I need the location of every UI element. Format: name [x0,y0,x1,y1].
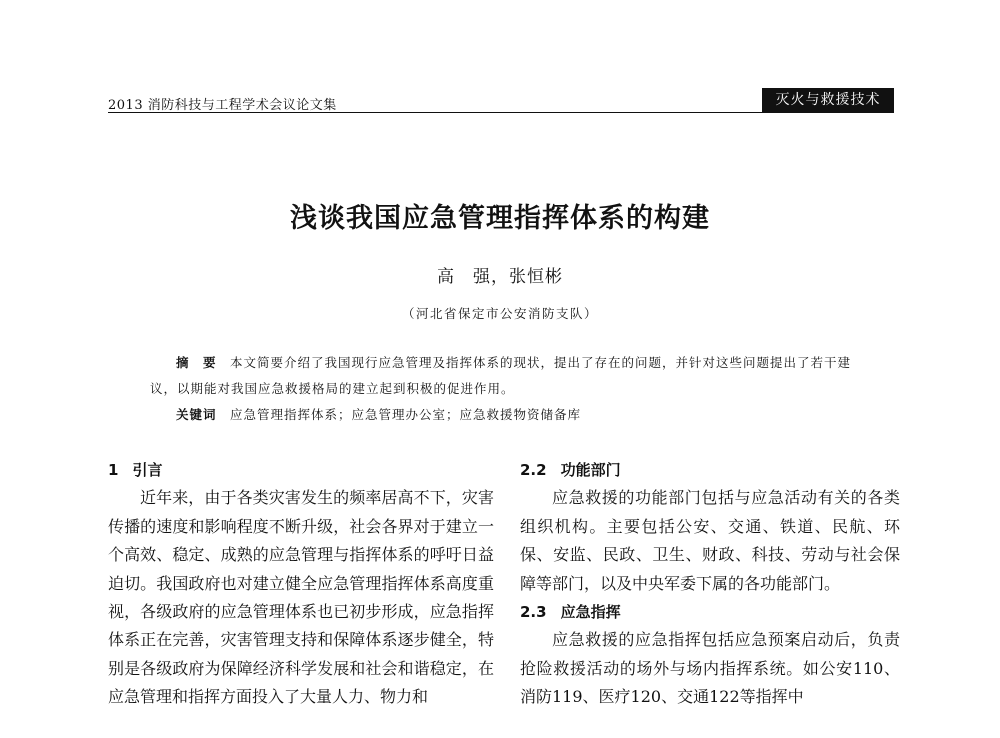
journal-header: 2013 消防科技与工程学术会议论文集 [108,98,337,113]
abstract-text: 本文简要介绍了我国现行应急管理及指挥体系的现状，提出了存在的问题，并针对这些问题提出了若干建议，以期能对我国应急救援格局的建立起到积极的促进作用。 [150,355,852,396]
command-paragraph: 应急救援的应急指挥包括应急预案启动后，负责抢险救援活动的场外与场内指挥系统。如公安110、消防119、医疗120、交通122等指挥中 [520,630,900,707]
keywords-text: 应急管理指挥体系；应急管理办公室；应急救援物资储备库 [230,407,582,422]
affiliation: （河北省保定市公安消防支队） [401,306,598,321]
right-column [520,456,900,712]
keywords-label: 关键词 [176,407,217,422]
paper-title: 浅谈我国应急管理指挥体系的构建 [290,203,710,234]
section-heading-command [520,598,900,626]
left-column [108,456,494,712]
abstract-label: 摘 要 [176,355,217,370]
abstract-block [150,350,860,428]
section-title: 应急指挥 [560,603,621,622]
abstract-paragraph [150,350,860,402]
intro-paragraph: 近年来，由于各类灾害发生的频率居高不下，灾害传播的速度和影响程度不断升级，社会各界对于建立一个高效、稳定、成熟的应急管理与指挥体系的呼吁日益迫切。我国政府也对建立健全应急管理指挥体系高度重视，各级政府的应急管理体系也已初步形成，应急指挥体系正在完善，灾害管理支持和保障体系逐步健全，特别是各级政府为保障经济科学发展和社会和谐稳定，在应急管理和指挥方面投入了大量人力、物力和 [108,488,494,707]
section-number: 2.3 [520,603,547,622]
functional-paragraph: 应急救援的功能部门包括与应急活动有关的各类组织机构。主要包括公安、交通、铁道、民航、环保、安监、民政、卫生、财政、科技、劳动与社会保障等部门，以及中央军委下属的各功能部门。 [520,488,900,593]
authors: 高 强，张恒彬 [437,267,563,287]
section-number: 2.2 [520,461,547,479]
section-number: 1 [108,461,119,479]
section-heading-intro [108,456,494,484]
section-tag: 灭火与救援技术 [762,88,894,112]
keywords-line [150,402,860,428]
header-rule [108,112,894,113]
section-title: 引言 [132,461,163,479]
section-heading-functional [520,456,900,484]
section-title: 功能部门 [560,461,621,479]
